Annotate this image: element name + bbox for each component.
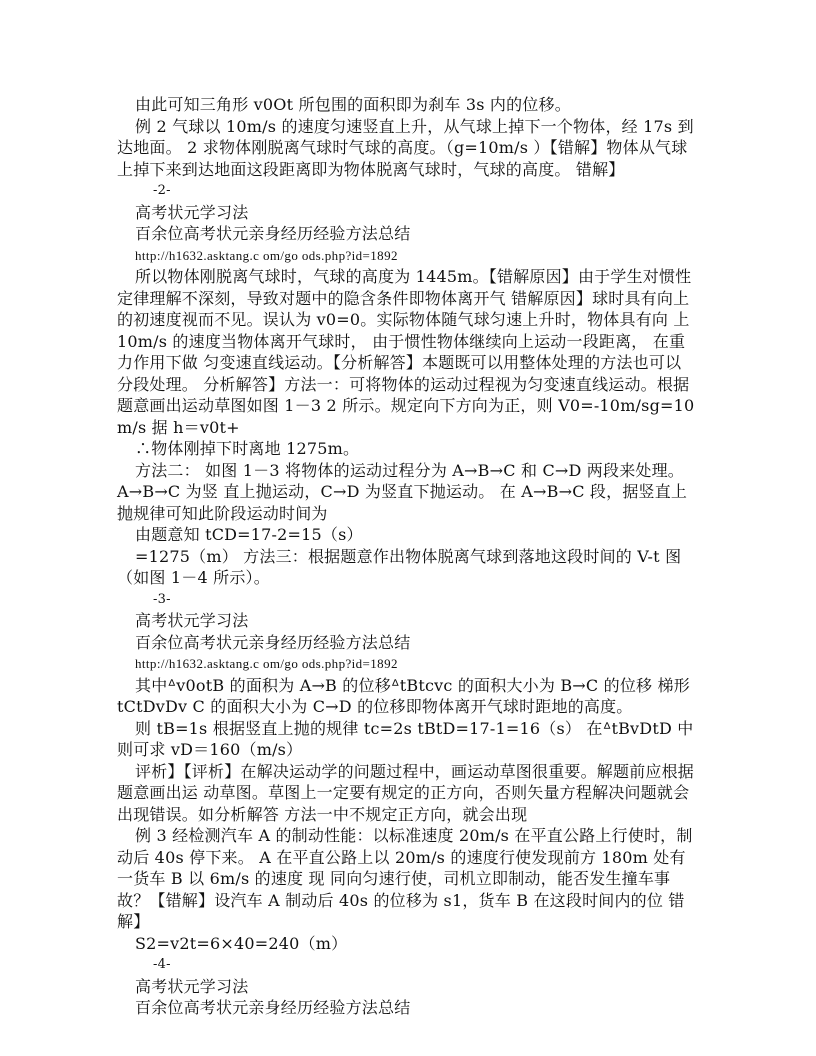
header-title: 高考状元学习法 (135, 202, 249, 222)
paragraph-result-1: ∴物体刚掉下时离地 1275m。 (135, 439, 360, 458)
page-number: -4- (153, 957, 171, 972)
document-body (117, 94, 695, 1019)
page-number: -2- (153, 183, 171, 198)
header-subtitle: 百余位高考状元亲身经历经验方法总结 (135, 998, 411, 1017)
header-subtitle: 百余位高考状元亲身经历经验方法总结 (135, 632, 411, 652)
paragraph-summary: 由此可知三角形 v0Ot 所包围的面积即为刹车 3s 内的位移。 (135, 95, 571, 114)
header-url: http://h1632.asktang.c om/go ods.php?id=1892 (135, 656, 398, 671)
paragraph-tcd: 由题意知 tCD=17-2=15（s） (135, 525, 363, 544)
paragraph-example-2: 例 2 气球以 10m/s 的速度匀速竖直上升，从气球上掉下一个物体，经 17s 到达地面。 2 求物体刚脱离气球时气球的高度。（g=10m/s ）【错解】物体从气球上掉下来到达地面这段距离即为物体脱离气球时，气球的高度。 错解】 (117, 116, 694, 179)
header-title: 高考状元学习法 (135, 976, 249, 996)
page-number: -3- (153, 591, 171, 607)
header-subtitle: 百余位高考状元亲身经历经验方法总结 (135, 224, 411, 243)
header-title: 高考状元学习法 (135, 611, 249, 630)
paragraph-comment: 评析】【评析】在解决运动学的问题过程中，画运动草图很重要。解题前应根据题意画出运 动草图。草图上一定要有规定的正方向，否则矢量方程解决问题就会出现错误。如分析解答 方法一中不规定正方向，就会出现 (117, 761, 695, 824)
paragraph-method-2: 方法二： 如图 1－3 将物体的运动过程分为 A→B→C 和 C→D 两段来处理。A→B→C 为竖 直上抛运动，C→D 为竖直下抛运动。 在 A→B→C 段，据竖直上抛规律可知此阶段运动时间为 (117, 460, 688, 523)
paragraph-method-3: =1275（m） 方法三：根据题意作出物体脱离气球到落地这段时间的 V-t 图（如图 1－4 所示）。 (117, 546, 682, 587)
paragraph-s2: S2=v2t=6×40=240（m） (135, 933, 348, 953)
paragraph-area: 其中ᐞv0otB 的面积为 A→B 的位移ᐞtBtcvc 的面积大小为 B→C 的位移 梯形 tCtDvDv C 的面积大小为 C→D 的位移即物体离开气球时距地的高度。 (117, 675, 690, 716)
header-url: http://h1632.asktang.c om/go ods.php?id=1892 (135, 247, 398, 263)
paragraph-tb: 则 tB=1s 根据竖直上抛的规律 tc=2s tBtD=17-1=16（s） 在ᐞtBvDtD 中则可求 vD＝160（m/s） (117, 718, 694, 759)
paragraph-example-3: 例 3 经检测汽车 A 的制动性能：以标准速度 20m/s 在平直公路上行使时，制动后 40s 停下来。 A 在平直公路上以 20m/s 的速度行使发现前方 180m 处有一货车 B 以 6m/s 的速度 现 同向匀速行使，司机立即制动，能否发生撞车事故？【错解】设汽车 A 制动后 40s 的位移为 s1，货车 B 在这段时间内的位 错解】 (117, 826, 693, 931)
paragraph-error-cause: 所以物体刚脱离气球时，气球的高度为 1445m。【错解原因】由于学生对惯性定律理解不深刻，导致对题中的隐含条件即物体离开气 错解原因】球时具有向上的初速度视而不见。误认为 v0=0。实际物体随气球匀速上升时，物体具有向 上 10m/s 的速度当物体离开气球时， 由于惯性物体继续向上运动一段距离， 在重力作用下做 匀变速直线运动。【分析解答】本题既可以用整体处理的方法也可以分段处理。 分析解答】方法一：可将物体的运动过程视为匀变速直线运动。根据题意画出运动草图如图 1－3 2 所示。规定向下方向为正，则 V0=-10m/sg=10m/s 据 h＝v0t+ (117, 267, 695, 437)
